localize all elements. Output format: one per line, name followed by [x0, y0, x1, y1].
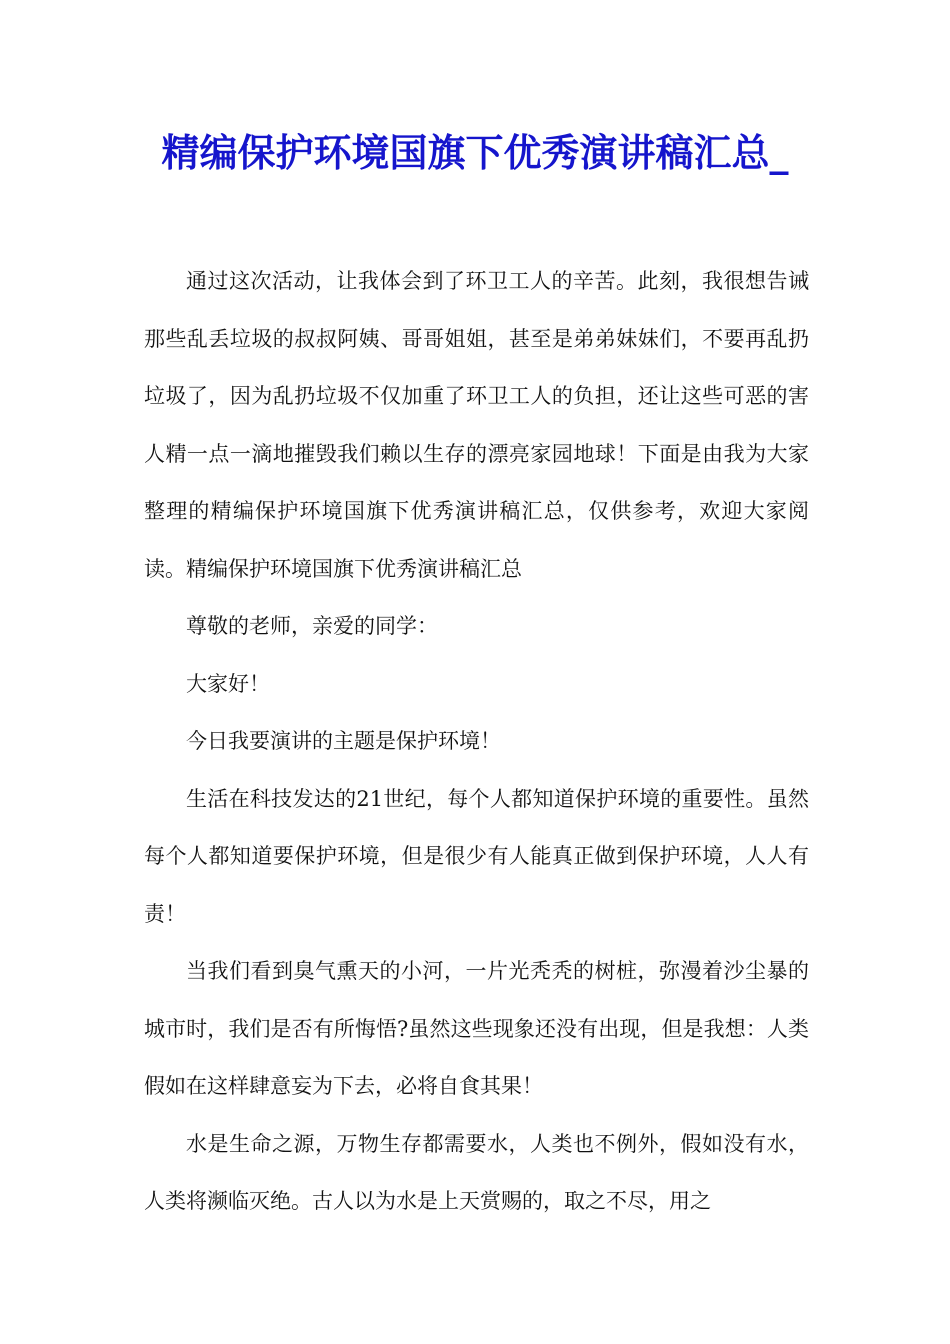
document-body	[144, 253, 809, 1231]
document-title: 精编保护环境国旗下优秀演讲稿汇总_	[161, 130, 789, 175]
paragraph-century: 生活在科技发达的21世纪，每个人都知道保护环境的重要性。虽然每个人都知道要保护环境，但是很少有人能真正做到保护环境，人人有责！	[144, 786, 809, 926]
paragraph-river: 当我们看到臭气熏天的小河，一片光秃秃的树桩，弥漫着沙尘暴的城市时，我们是否有所悔悟?虽然这些现象还没有出现，但是我想：人类假如在这样肆意妄为下去，必将自食其果！	[144, 959, 809, 1098]
paragraph-salutation: 尊敬的老师，亲爱的同学：	[186, 614, 438, 638]
paragraph-greeting: 大家好！	[186, 671, 270, 696]
paragraph-topic: 今日我要演讲的主题是保护环境！	[186, 729, 501, 753]
paragraph-water: 水是生命之源，万物生存都需要水，人类也不例外，假如没有水，人类将濒临灭绝。古人以为水是上天赏赐的，取之不尽，用之	[144, 1131, 809, 1213]
paragraph-intro: 通过这次活动，让我体会到了环卫工人的辛苦。此刻，我很想告诫那些乱丢垃圾的叔叔阿姨、哥哥姐姐，甚至是弟弟妹妹们，不要再乱扔垃圾了，因为乱扔垃圾不仅加重了环卫工人的负担，还让这些可恶的害人精一点一滴地摧毁我们赖以生存的漂亮家园地球！下面是由我为大家整理的精编保护环境国旗下优秀演讲稿汇总，仅供参考，欢迎大家阅读。精编保护环境国旗下优秀演讲稿汇总	[144, 269, 809, 581]
